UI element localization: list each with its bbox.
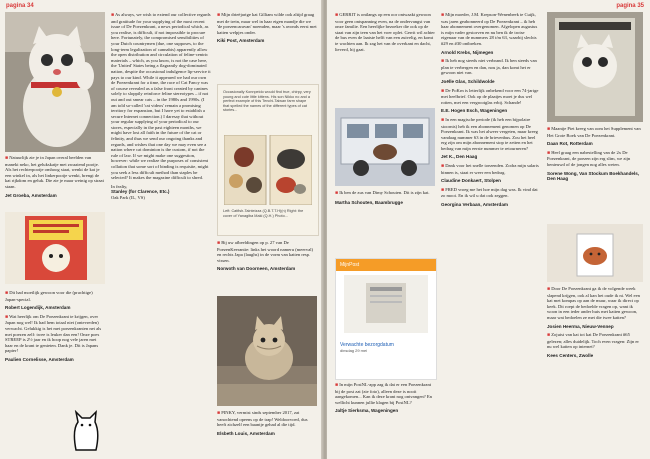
letter-text: Ik heb nog steeds niet verbrand. Ik ben steeds van plan te verbergen en dan, nou ja, dan komt het er gewoon niet van. <box>441 58 537 76</box>
letter-text: Door De Poezenkrant ga ik de volgende week slapend krijgen, ook al kan het oude ik ni. Wel een kat met kompas op aan de muur, waar ik direct op keek. Dit roept de bedoelde vragen op, want ik woon in een ieder ander huis met katten gewoon, maar wat bedoelen ze met die twee katten? <box>547 286 640 320</box>
letter-signature: Robert Logendijk, Amsterdam <box>5 305 71 311</box>
right-column-3b: ■ Door De Poezenkrant ga ik de volgende week slapend krijgen, ook al kan het oude ik ni. Wel een kat met kompas op aan de muur, waar ik direct op keek. Dit roept de bedoelde vragen op, want ik woon in een ieder ander huis met katten gewoon, maar wat bedoelen ze met die twee katten? Josien Heerma, Nieuw-Vennep ■ Zojuist van kat tot kat De Poezenkrant #65 gelezen; alles duidelijk. Toch even vragen: Zijn er nu wel katten op internet? Kees Centers, Zwolle <box>547 286 643 359</box>
letter-signature: Elsbeth Louis, Amsterdam <box>217 430 275 436</box>
letter-signature: Arnold Krebs, Nijmegen <box>441 49 494 55</box>
right-column-2: ■ Mijn moeder, J.M. Krepson-Wenenbeek te Cuijk, was jaren geabonneerd op De Poezenkrant – ik heb haar abonnement overgenomen. Afgelopen augustus is mijn vader gestorven en nu ben ik de trotse eigenaar van de nummers 28 t/m 63, waarbij slechts #29 en #30 ontbreken. Arnold Krebs, Nijmegen ■ Ik heb nog steeds niet verbrand. Ik ben steeds van plan te verbergen en dan, nou ja, dan komt het er gewoon niet van. Joëlle Glas, Schildwolde ■ De PoKrn is letterlijk onbekend voor een 74-jarige met heelbrief. Ook op de plaatjes moet je dus wel rotten, met een vergrootglas erbij. Schande! E.E. Hogen Esch, Wageningen ■ In een magische periode (ik heb een bijpolaire stoornis) heb ik een abonnement genomen op De Poezenkrant. Ik was het alweer vergeten, maar kreeg vandaag nummer 63 in de brievenbus. Zou het heel erg zijn om mijn abonnement stop te zetten en het bedrag van mijn eerste nummer te retourneren? Jet K., Den Haag ■ Dank voor het snelle toezenden. Zodra mijn salaris binnen is, staat er weer een bedrag. Claudine Donkaert, Stolpen ■ FRED vroeg me het hoe mijn dag was. Ik vind dat zo mooi. En ik wil u dat ook zeggen. Georgina Verbaan, Amsterdam <box>441 12 541 208</box>
letter-text: Dank voor het snelle toezenden. Zodra mijn salaris binnen is, staat er weer een bedrag. <box>441 163 539 175</box>
gift-photo <box>547 224 643 282</box>
letter-signature: Kiki Post, Amsterdam <box>217 38 265 44</box>
cat-bag-icon <box>547 224 643 282</box>
newspaper-thumb-icon <box>336 271 436 337</box>
letter-text: Natuurlijk zie je in Japan overal beelden van maneki neko, het gelukskatje met zwaaiend pootje. Als het rechterpootje omhoog staat, wenkt de kat je een winkel in, als het linkerpootje wenkt, brengt de kat rijkdom en geluk. Die zie je maar weinig op straat staan. <box>5 155 104 189</box>
letter-signature: Joëlle Glas, Schildwolde <box>441 78 495 84</box>
inset-caption-2: Left: Catfish-Tainteizza (Q.B.T.T.H)(n) Right: the cover of Yanagiba Maki (Q.H.) Photo... <box>223 209 304 218</box>
letter-text: PINKY, vermist sinds september 2017, zat vanochtend opeens op de trap! Weldoorvoed, dus heeft zichzelf een baantje gehad al die tijd. <box>217 410 308 428</box>
letter-signature: Stanley (for Clarence, Etc.) <box>111 189 170 195</box>
app-title: MijnPost <box>336 259 436 271</box>
left-column-3c: ■ PINKY, vermist sinds september 2017, zat vanochtend opeens op de trap! Weldoorvoed, dus heeft zichzelf een baantje gehad al die tijd. Elsbeth Louis, Amsterdam <box>217 410 317 436</box>
cat-on-stairs-photo <box>217 296 317 406</box>
letter-text: Dit had moeilijk gewoon voor die (prachtige) Japan-special. <box>5 290 93 302</box>
letter-signature: Paulien Cornelisse, Amsterdam <box>5 356 74 362</box>
book-cover-photo <box>547 12 643 122</box>
letter-signature: Jet Groeba, Amsterdam <box>5 192 57 198</box>
letter-signature: Claudine Donkaert, Stolpen <box>441 178 501 184</box>
letter-text: FRED vroeg me het hoe mijn dag was. Ik vind dat zo mooi. En ik wil u dat ook zeggen. <box>441 186 538 199</box>
left-page <box>0 0 323 459</box>
left-column-1b: ■ Dit had moeilijk gewoon voor die (prachtige) Japan-special. Robert Logendijk, Amsterdam ■ Wat heerlijk om De Poezenkrant te krijgen, over Japan nog wel! Ik had hem totaal niet (ontevreden) verwacht. Gelukkig is het met poezenkranten net als met poezen zelf: twee is leuker dan een! Onze poes STREEP is 2½ jaar en ik hoop nog vele jaren met haar en de krant te genieten. Dank je. Dit is Japans papier! Paulien Cornelisse, Amsterdam <box>5 290 105 363</box>
pets-on-bus-photo <box>335 108 435 186</box>
japanese-prints-icon <box>224 135 312 205</box>
left-column-3b: ■ Bij uw afbeeldingen op p. 27 van De PoezenKeerantie: links het woord nameru (meerval) en rechts Japa (laughs) in de vorm van katten resp. vissen. Norwoth van Doorneen, Amsterdam <box>217 240 317 272</box>
letter-signature: Jaltje Sierksma, Wageningen <box>335 408 399 414</box>
letter-signature: E.E. Hogen Esch, Wageningen <box>441 108 508 114</box>
bus-cat-icon <box>335 108 435 186</box>
letter-text: Zojuist van kat tot kat De Poezenkrant #65 gelezen; alles duidelijk. Toch even vragen: Zijn er nu wel katten op internet? <box>547 332 639 350</box>
left-column-1: ■ Natuurlijk zie je in Japan overal beelden van maneki neko, het gelukskatje met zwaaiend pootje. Als het rechterpootje omhoog staat, wenkt de kat je een winkel in, als het linkerpootje wenkt, brengt de kat rijkdom en geluk. Die zie je maar weinig op straat staan. Jet Groeba, Amsterdam <box>5 155 104 198</box>
letter-text: Maantje Piet kreeg van oom het Supplement van Het Grote Boek van De Poezenkrant. <box>547 126 641 138</box>
letter-signature: Norwoth van Doorneen, Amsterdam <box>217 266 296 272</box>
letter-text: As always, we wish to extend our collective regards and gratitude for your supplying of the most recent issue of De Poezenkrant, a news periodical which, as you realise, is difficult, if not impossible to procure here. Fortunately, the compromised sensibilities of your Dutch countrymen (due, one supposes, to the long-term legalization of cannabis) apparently allow the open distribution and circulation of feline-centric materials – which, as you know, is not the case here, the 'United' States being a flagrantly dog-dominated nation, despite the occasional indulgence lip-service it pays to our kind. While it appeared we had our own de Poezenkrant for a time, the race of Cat Fancy was of course revealed as a false front created by canines solely to sloppily reinforce feline stereotypes – if not out and out smear cats – in the 1980s and 1990s. (I am told so-called 'cat videos' remain a promising territory for expansion, but I have yet to establish a secure Internet connection.) I daresay that without your regular supplying of your periodical to our stores, especially in the past eighteen months, we might have lost all faith in the future of the cat or felinity, and thus we send our ongoing thanks and regards, and wishes that one day we may even see a nation where cat dominion is the custom, if not the rule of law. If we might make one suggestion, however: while we realize the purposes of consistent collation that some sort of binding is requisite, might you seek a less difficult method than staples be selected? It makes the magazine difficult to shred. <box>111 12 211 181</box>
right-page <box>327 0 650 459</box>
letter-text: Mijn drieëjarige kat Gilliam wilde ook altijd graag met de trein, maar wel in haar eigen mandje die we 'de poezencaravan' noemden, maar 's avonds eerst met katten welpjes onder. <box>217 12 317 35</box>
book-cat-icon <box>547 12 643 122</box>
app-delivery-label: Verwachte bezorgdatum <box>340 342 394 348</box>
letter-sign-place: Oak Park (IL, VS) <box>111 195 145 200</box>
letter-text: Wat heerlijk om De Poezenkrant te krijgen, over Japan nog wel! Ik had hem totaal niet (ontevreden) verwacht. Gelukkig is het met poezenkranten net als met poezen zelf: twee is leuker dan een! Onze poes STREEP is 2½ jaar en ik hoop nog vele jaren met haar en de krant te genieten. Dank je. Dit is Japans papier! <box>5 313 102 354</box>
cat-on-stairs-icon <box>217 296 317 406</box>
ramen-package-photo <box>5 212 105 284</box>
right-column-1c: ■ In mijn PostNL-app zag ik dat er een Poezenkrant bij de post zat (zie foto), alleen deze is nooit aangekomen... Kan ik deze krant nog ontvangen? En wellicht kunnen jullie klagen bij PostNL? Jaltje Sierksma, Wageningen <box>335 382 435 414</box>
inset-article-image <box>217 84 319 236</box>
ramen-package-icon <box>5 212 105 284</box>
inset-caption: Occasionally Konnpeido would find true, chirpy, very young and cute little kittens. His son Nikko no and a perfect example of this Tenchi-Taiwan farm shape that spelled the names of the different types of cat stories... <box>223 90 311 113</box>
letter-signature: Georgina Verbaan, Amsterdam <box>441 202 508 208</box>
letter-text: In mijn PostNL-app zag ik dat er een Poezenkrant bij de post zat (zie foto), alleen deze is nooit aangekomen... Kan ik deze krant nog ontvangen? En wellicht kunnen jullie klagen bij PostNL? <box>335 382 432 405</box>
letter-text: GERRIT is ontlangs op een oor ontwaakt gewoon voor geen ontspanning even, na de ondervangst van onze familie. Een heerlijke bezoeker die ook op de staat van zijn teen van het voer oplet. Gerrit wil achter de bus even de laatste helft van een zuivelig, en komt te wachten aan. Ik zag het van de overkant en dacht, lieverd, hij gaat. <box>335 12 435 52</box>
letter-text: Bij uw afbeeldingen op p. 27 van De PoezenKeerantie: links het woord nameru (meerval) en rechts Japa (laughs) in de vorm van katten resp. vissen. <box>217 240 314 263</box>
page-header-left: pagina 34 <box>6 3 34 9</box>
left-column-2: ■ As always, we wish to extend our collective regards and gratitude for your supplying of the most recent issue of De Poezenkrant, a news periodical which, as you realise, is difficult, if not impossible to procure here. Fortunately, the compromised sensibilities of your Dutch countrymen (due, one supposes, to the long-term legalization of cannabis) apparently allow the open distribution and circulation of feline-centric materials – which, as you know, is not the case here, the 'United' States being a flagrantly dog-dominated nation, despite the occasional indulgence lip-service it pays to our kind. While it appeared we had our own de Poezenkrant for a time, the race of Cat Fancy was of course revealed as a false front created by canines solely to sloppily reinforce feline stereotypes – if not out and out smear cats – in the 1980s and 1990s. (I am told so-called 'cat videos' remain a promising territory for expansion, but I have yet to establish a secure Internet connection.) I daresay that without your regular supplying of your periodical to our stores, especially in the past eighteen months, we might have lost all faith in the future of the cat or felinity, and thus we send our ongoing thanks and regards, and wishes that one day we may even see a nation where cat dominion is the custom, if not the rule of law. If we might make one suggestion, however: while we realize the purposes of consistent collation that some sort of binding is requisite, might you seek a less difficult method than staples be selected? It makes the magazine difficult to shred. In fealty, Stanley (for Clarence, Etc.) Oak Park (IL, VS) <box>111 12 211 200</box>
postnl-app-screenshot <box>335 258 437 380</box>
letter-text: Mijn moeder, J.M. Krepson-Wenenbeek te Cuijk, was jaren geabonneerd op De Poezenkrant – ik heb haar abonnement overgenomen. Afgelopen augustus is mijn vader gestorven en nu ben ik de trotse eigenaar van de nummers 28 t/m 63, waarbij slechts #29 en #30 ontbreken. <box>441 12 538 46</box>
right-column-1b: ■ Ik ben de zus van Dimy Schouten. Dit is zijn kat. Martha Schouten, Baambrugge <box>335 190 435 205</box>
letter-signature: Josien Heerma, Nieuw-Vennep <box>547 323 614 329</box>
letter-signature: Daan Rot, Rotterdam <box>547 141 593 147</box>
letter-sign-prefix: In fealty, <box>111 183 128 189</box>
cat-drawing-icon <box>70 410 102 452</box>
letter-text: Ik ben de zus van Dimy Schouten. Dit is zijn kat. <box>339 190 430 195</box>
letter-signature: Kees Centers, Zwolle <box>547 352 594 358</box>
letter-signature: Sorene Wong, Van Stockum Boekhandels, Den Haag <box>547 170 640 182</box>
letter-text: De PoKrn is letterlijk onbekend voor een 74-jarige met heelbrief. Ook op de plaatjes moet je dus wel rotten, met een vergrootglas erbij. Schande! <box>441 87 539 105</box>
letter-text: In een magische periode (ik heb een bijpolaire stoornis) heb ik een abonnement genomen op De Poezenkrant. Ik was het alweer vergeten, maar kreeg vandaag nummer 63 in de brievenbus. Zou het heel erg zijn om mijn abonnement stop te zetten en het bedrag van mijn eerste nummer te retourneren? <box>441 116 538 151</box>
letter-signature: Jet K., Den Haag <box>441 154 478 160</box>
app-delivery-date: dinsdag 29 mei <box>340 348 368 353</box>
left-column-3: ■ Mijn drieëjarige kat Gilliam wilde ook altijd graag met de trein, maar wel in haar eigen mandje die we 'de poezencaravan' noemden, maar 's avonds eerst met katten welpjes onder. Kiki Post, Amsterdam <box>217 12 317 44</box>
letter-text: Heel graag een nabestelling van de 2x De Poezenkrant, de poezen zijn erg slim, we zijn benieuwd of de jongen nog alles weten. <box>547 149 631 167</box>
letter-signature: Martha Schouten, Baambrugge <box>335 199 403 205</box>
right-column-3: ■ Maantje Piet kreeg van oom het Supplement van Het Grote Boek van De Poezenkrant. Daan Rot, Rotterdam ■ Heel graag een nabestelling van de 2x De Poezenkrant, de poezen zijn erg slim, we zijn benieuwd of de jongen nog alles weten. Sorene Wong, Van Stockum Boekhandels, Den Haag <box>547 126 643 182</box>
right-column-1: ■ GERRIT is ontlangs op een oor ontwaakt gewoon voor geen ontspanning even, na de ondervangst van onze familie. Een heerlijke bezoeker die ook op de staat van zijn teen van het voer oplet. Gerrit wil achter de bus even de laatste helft van een zuivelig, en komt te wachten aan. Ik zag het van de overkant en dacht, lieverd, hij gaat. <box>335 12 435 52</box>
page-header-right: pagina 35 <box>616 3 644 9</box>
maneki-neko-photo <box>5 12 105 152</box>
maneki-neko-icon <box>5 12 105 152</box>
